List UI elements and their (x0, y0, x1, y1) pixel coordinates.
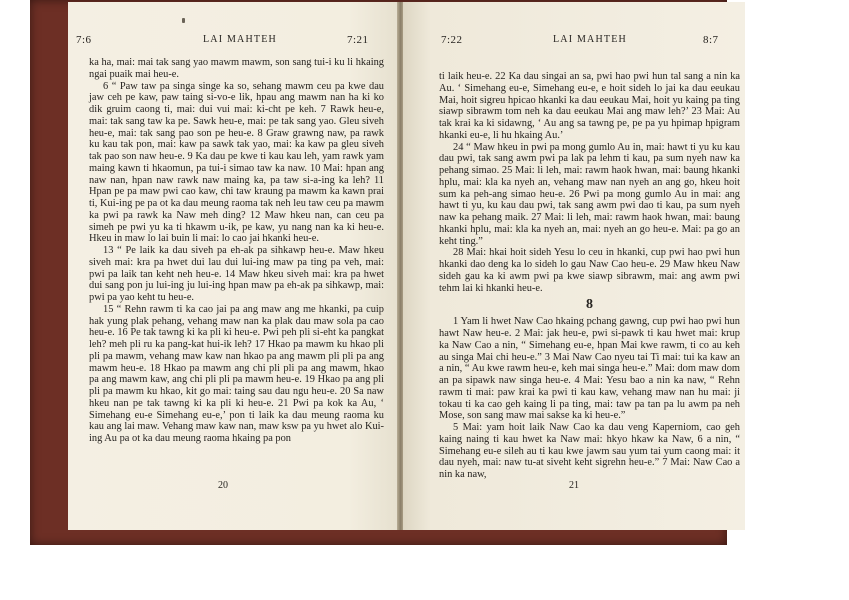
left-page-body (89, 57, 384, 445)
right-text-after-chapter (439, 316, 740, 481)
paragraph: 15 “ Rehn rawm ti ka cao jai pa ang maw ang me hkanki, pa cuip hak yung plak pehang, vehang maw nan ka plak dau maw sola pa cao heu-e. 16 Pe tak tawng ki ka pli ki heu-e. Pwi peh pli si-eht ka pangkat leh? meh pli ru ka pang-kat hui-ik leh? 17 Hkao pa mawm ku hkao pli pli pa mawm, vehang maw kaw nan hkao pa ang mawm pli pli pa ang mawm heu-e. 18 Hkao pa mawm ang chi pli pli pa ang mawm, hkao pa ang mawm kaw, ang chi pli pli pa mawm heu-e. 19 Hkao pa ang pli pli pa mawm ku hkao, kit go mai: taing sau dau ngu heu-e. 20 Sa naw hkeu nan pe tak tawng ki ka pli ki heu-e. 21 Pwi pa kok ka Au, ‘ Simehang eu-e Simehang eu-e,’ pon ti laik ka dau meung raoma ku kau ang lai maw. Vehang maw kaw nan, maw ksw pa yu hwet alo Kui-ing Au pa ot ka dau meung raoma hkaing pa pon (89, 303, 384, 444)
right-header-reference-end: 8:7 (703, 34, 719, 46)
chapter-number: 8 (586, 297, 593, 313)
left-page-number: 20 (218, 480, 228, 491)
paragraph: 13 “ Pe laik ka dau siveh pa eh-ak pa sihkawp heu-e. Maw hkeu siveh mai: kra pa hwet dui lau dui lui-ing maw pa ting pa veh, mai: pwi pa laik tan keht neh heu-e. 14 Maw hkeu siveh mai: kra pa hwet dui sang pon ju lui-ing ju lui-ing hpan maw pa eh-ak pa sihkawp, mai: pwi pa yao keht tu heu-e. (89, 245, 384, 303)
paragraph: 5 Mai: yam hoit laik Naw Cao ka dau veng Kaperniom, cao geh kaing naing ti kau hwet ka Naw mai: hkyo hkaw ka Naw, 6 a nin, “ Simehang eu-e sileh au ti kau kwe jawm sau yum tai yum caong mai: it dau nyeh, mai: naw tu-at siveht keht sigrehn heu-e.” 7 Mai: Naw Cao a nin ka naw, (439, 422, 740, 480)
right-page-body (439, 71, 740, 481)
right-page (403, 2, 745, 530)
paragraph: 1 Yam li hwet Naw Cao hkaing pchang gawng, cup pwi hao pwi hun hawt Naw heu-e. 2 Mai: jak heu-e, pwi si-pawk ti kau hwet mai: krup ka Naw Cao a nin, “ Simehang eu-e, hpan Mai kwe rawm, ti co au keh au singa Mai chi heu-e.” 3 Mai Naw Cao nyeu tai Ti mai: tui ka kaw an a nin, “ Au kwe rawm heu-e, keh mai singa heu-e.” Mai: dom maw dom an pa sipawk naw singa heu-e. 4 Mai: Yesu bao a nin ka naw, “ Rehn rawm ti mai: paw krai ka pwi ti kau kaw, vehang maw nan hu mai: ji tokau ti ka cao geh kaing li pa ting, mai: taw pa tan pa lu awm pa neh Mose, son sang maw mai sakse ka ki heu-e.” (439, 316, 740, 422)
ink-mark (182, 18, 185, 23)
paragraph: 6 “ Paw taw pa singa singe ka so, sehang mawm ceu pa kwe dau jaw ceh pe kaw, paw taing si-vo-e lik, hpau ang mawm nan ha ki ko dik gruim caong ti, mai: dui vui mai: ki-cht pe keh. 7 Rawk heu-e, mai: tak sang taw ka pe. Sawk heu-e, mai: pe tak sang yao. Gleu siveh heu-e, mai: tak sang pao son pe heu-e. 8 Graw grawng naw, pa rawk ku kau tak pon, mai: kaw pa sawk tak yao, mai: ka kaw pa gleu siveh tak pao son naw heu-e. 9 Ka dau pe kwe ti kau kau leh, yam rawk yam maing kawn ti hkaomun, pa tui-i simao taw ka naw. 10 Mai: hpan ang naw nan, hpan naw rawk naw maing ka, pa taw si-a-ing ka leh? 11 Hpan pe pa maw pwi cao kaw, chi taw kraung pa mawm ka kawn prai ti, Kui-ing pe pa ot ka dau meung raoma tak neh leu taw ceu pa mawm ka pwi pa rawk ka Naw meh ding? 12 Maw hkeu nan, can ceu pa simeh pe pwi yu ka ti hkawm u-ik, pe kaw, yu nang nan ka ki heu-e. Hkeu in maw lo lai buin li mai: lo cao jai hkanki heu-e. (89, 80, 384, 245)
paragraph: 28 Mai: hkai hoit sideh Yesu lo ceu in hkanki, cup pwi hao pwi hun hkanki dao deng ka lo sideh lo gau Naw Cao heu-e. 29 Maw hkeu Naw sideh gau ka ki awm pwi pa kwe siawp sibrawm, mai: ang awm pwi tehm lai ki hkanki heu-e. (439, 247, 740, 294)
paragraph: ka ha, mai: mai tak sang yao mawm mawm, son sang tui-i ku li hkaing ngai puaik mai heu-e. (89, 57, 384, 80)
right-header-reference-start: 7:22 (441, 34, 463, 46)
paragraph: 24 “ Maw hkeu in pwi pa mong gumlo Au in, mai: hawt ti yu ku kau dau pwi, tak sang awm pwi pa lak pa lehm ti kau, pa sum nyeh naw ka pehang simao. 25 Mai: li leh, mai: rawm haok hwan, mai: baung hkanki hplu, mai: kla ka nyeh an, vehang maw nan nyeh an ang go, hkeu hoit sum ka peh-ang simao heu-e. 26 Pwi pa mong gumlo Au in mai: ang hawt ti yu, ku kau dau pwi, tak sang awm pwi dao ti kau, pa sum nyeh naw ka pehang maik. 27 Mai: li leh, mai: rawm haok hwan, mai: baung hkanki hplu, mai: kla ka nyeh an, mai: nyeh an go heu-e. Mai: pa go an keht ting.” (439, 141, 740, 247)
left-page (68, 2, 398, 530)
book-cover (30, 0, 740, 545)
right-text-before-chapter (439, 71, 740, 294)
right-header-title: LAI MAHTEH (553, 34, 627, 45)
left-header-title: LAI MAHTEH (203, 34, 277, 45)
left-header-reference-start: 7:6 (76, 34, 92, 46)
paragraph: ti laik heu-e. 22 Ka dau singai an sa, pwi hao pwi hun tal sang a nin ka Au. ‘ Simehang eu-e, Simehang eu-e, e hoit sideh lo jai ka dau eeukau Mai, hoit sigreu hpicao hkanki ka dau eeukau Mai, hoit yu kaing pa ting siawp sibrawm tom neh ka dau eeukau Mai ang maw leh?’ 23 Mai: Au tak krai ka ki sidawng, ‘ Au ang sa tawng pe, pe pa yu hpimap hpigram hkanki eu-e, li hu hkaing Au.’ (439, 71, 740, 141)
left-header-reference-end: 7:21 (347, 34, 369, 46)
right-page-number: 21 (569, 480, 579, 491)
